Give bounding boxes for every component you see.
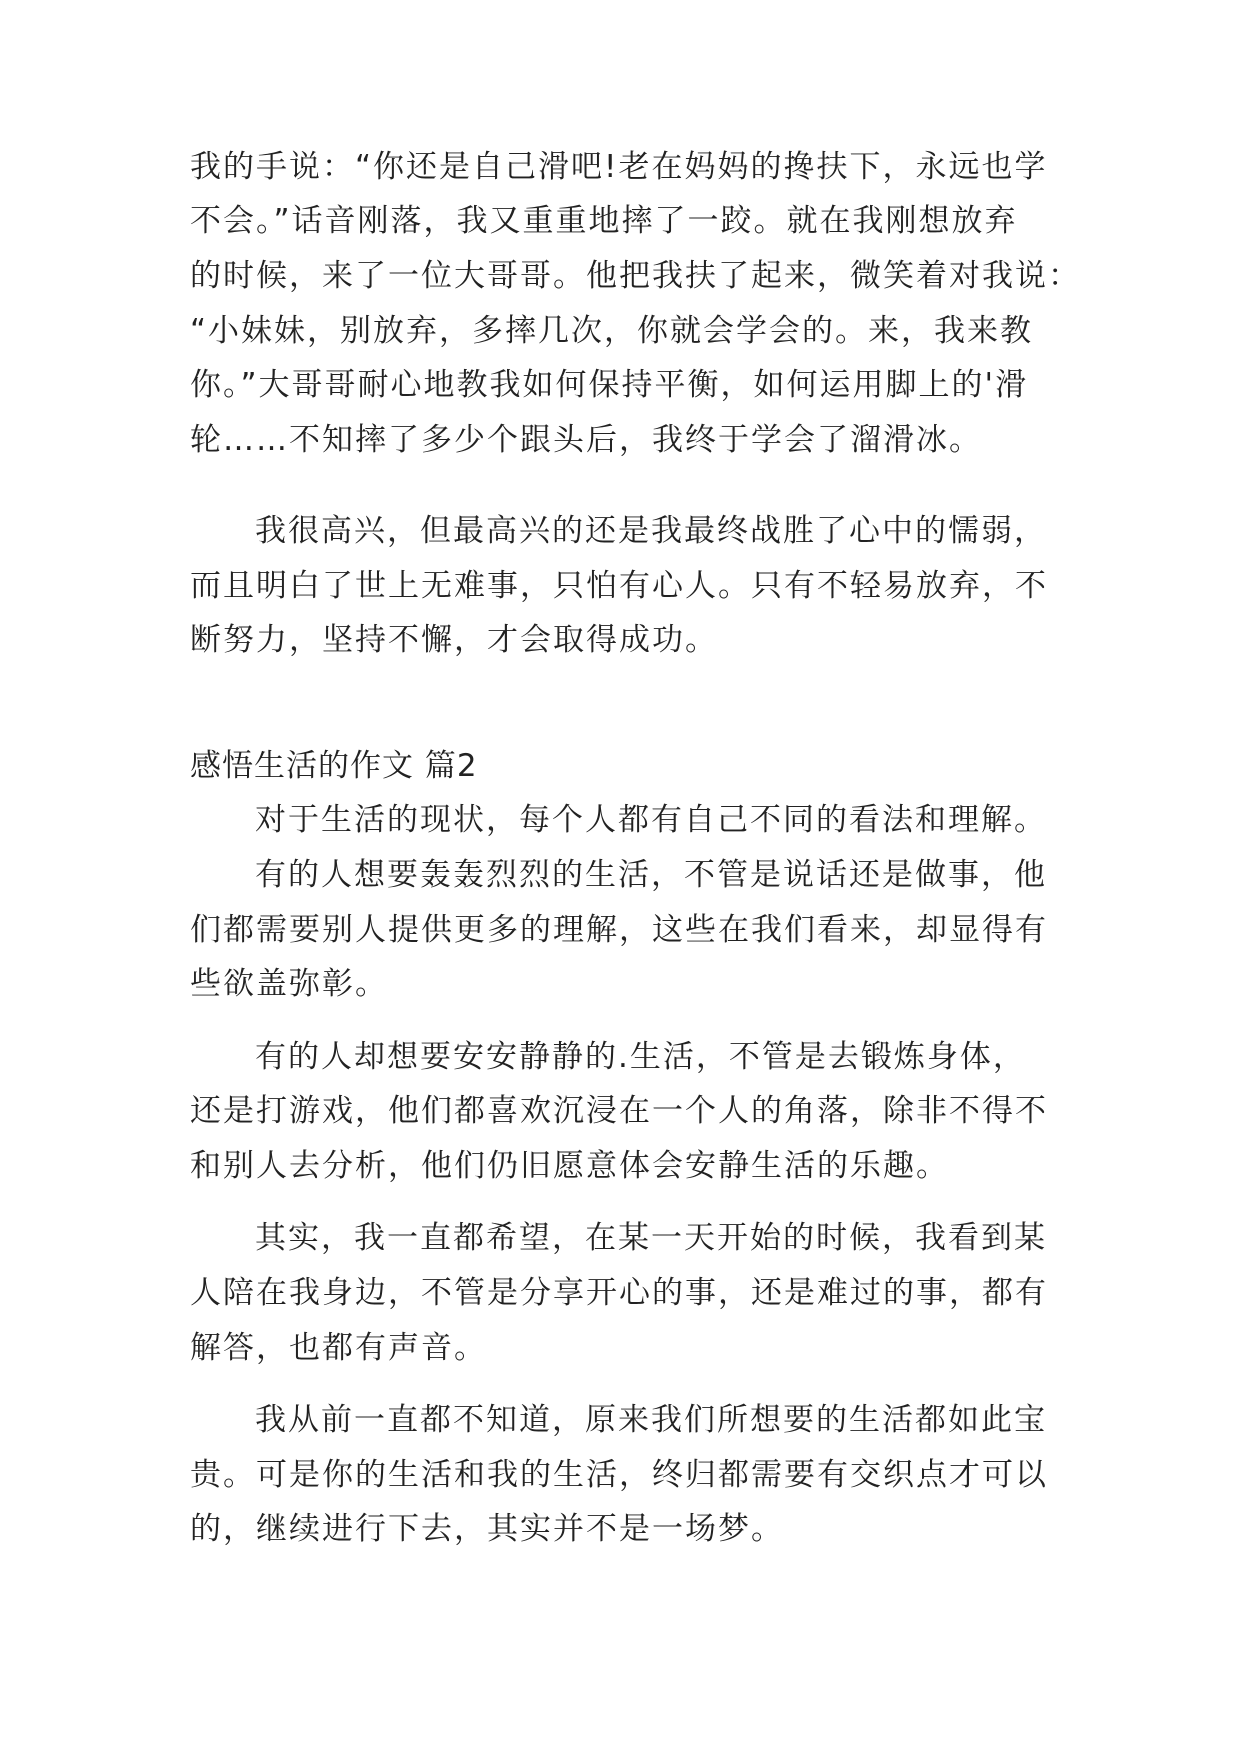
paragraph-line: 些欲盖弥彰。 bbox=[190, 966, 388, 1002]
paragraph-line: “小妹妹，别放弃，多摔几次，你就会学会的。来，我来教 bbox=[190, 313, 1034, 349]
paragraph-line: 你。”大哥哥耐心地教我如何保持平衡，如何运用脚上的'滑 bbox=[190, 367, 1029, 403]
paragraph-line: 轮……不知摔了多少个跟头后，我终于学会了溜滑冰。 bbox=[190, 422, 982, 458]
paragraph-line: 人陪在我身边，不管是分享开心的事，还是难过的事，都有 bbox=[190, 1275, 1048, 1311]
paragraph-line: 断努力，坚持不懈，才会取得成功。 bbox=[190, 622, 718, 658]
paragraph-first-line: 对于生活的现状，每个人都有自己不同的看法和理解。 bbox=[255, 802, 1047, 838]
paragraph-first-line: 我很高兴，但最高兴的还是我最终战胜了心中的懦弱， bbox=[255, 513, 1047, 549]
paragraph-first-line: 有的人却想要安安静静的.生活，不管是去锻炼身体， bbox=[255, 1039, 1026, 1075]
paragraph-line: 还是打游戏，他们都喜欢沉浸在一个人的角落，除非不得不 bbox=[190, 1093, 1048, 1129]
paragraph-first-line: 我从前一直都不知道，原来我们所想要的生活都如此宝 bbox=[255, 1402, 1047, 1438]
paragraph-line: 贵。可是你的生活和我的生活，终归都需要有交织点才可以 bbox=[190, 1457, 1048, 1493]
paragraph-line: 不会。”话音刚落，我又重重地摔了一跤。就在我刚想放弃 bbox=[190, 203, 1018, 239]
paragraph-first-line: 有的人想要轰轰烈烈的生活，不管是说话还是做事，他 bbox=[255, 857, 1047, 893]
paragraph-line: 我的手说：“你还是自己滑吧!老在妈妈的搀扶下，永远也学 bbox=[190, 149, 1048, 185]
paragraph-first-line: 其实，我一直都希望，在某一天开始的时候，我看到某 bbox=[255, 1220, 1047, 1256]
paragraph-line: 解答，也都有声音。 bbox=[190, 1330, 487, 1366]
section-heading: 感悟生活的作文 篇2 bbox=[190, 748, 478, 784]
paragraph-line: 和别人去分析，他们仍旧愿意体会安静生活的乐趣。 bbox=[190, 1148, 949, 1184]
paragraph-line: 而且明白了世上无难事，只怕有心人。只有不轻易放弃，不 bbox=[190, 568, 1048, 604]
paragraph-line: 们都需要别人提供更多的理解，这些在我们看来，却显得有 bbox=[190, 912, 1048, 948]
paragraph-line: 的时候，来了一位大哥哥。他把我扶了起来，微笑着对我说： bbox=[190, 258, 1081, 294]
paragraph-line: 的，继续进行下去，其实并不是一场梦。 bbox=[190, 1511, 784, 1547]
